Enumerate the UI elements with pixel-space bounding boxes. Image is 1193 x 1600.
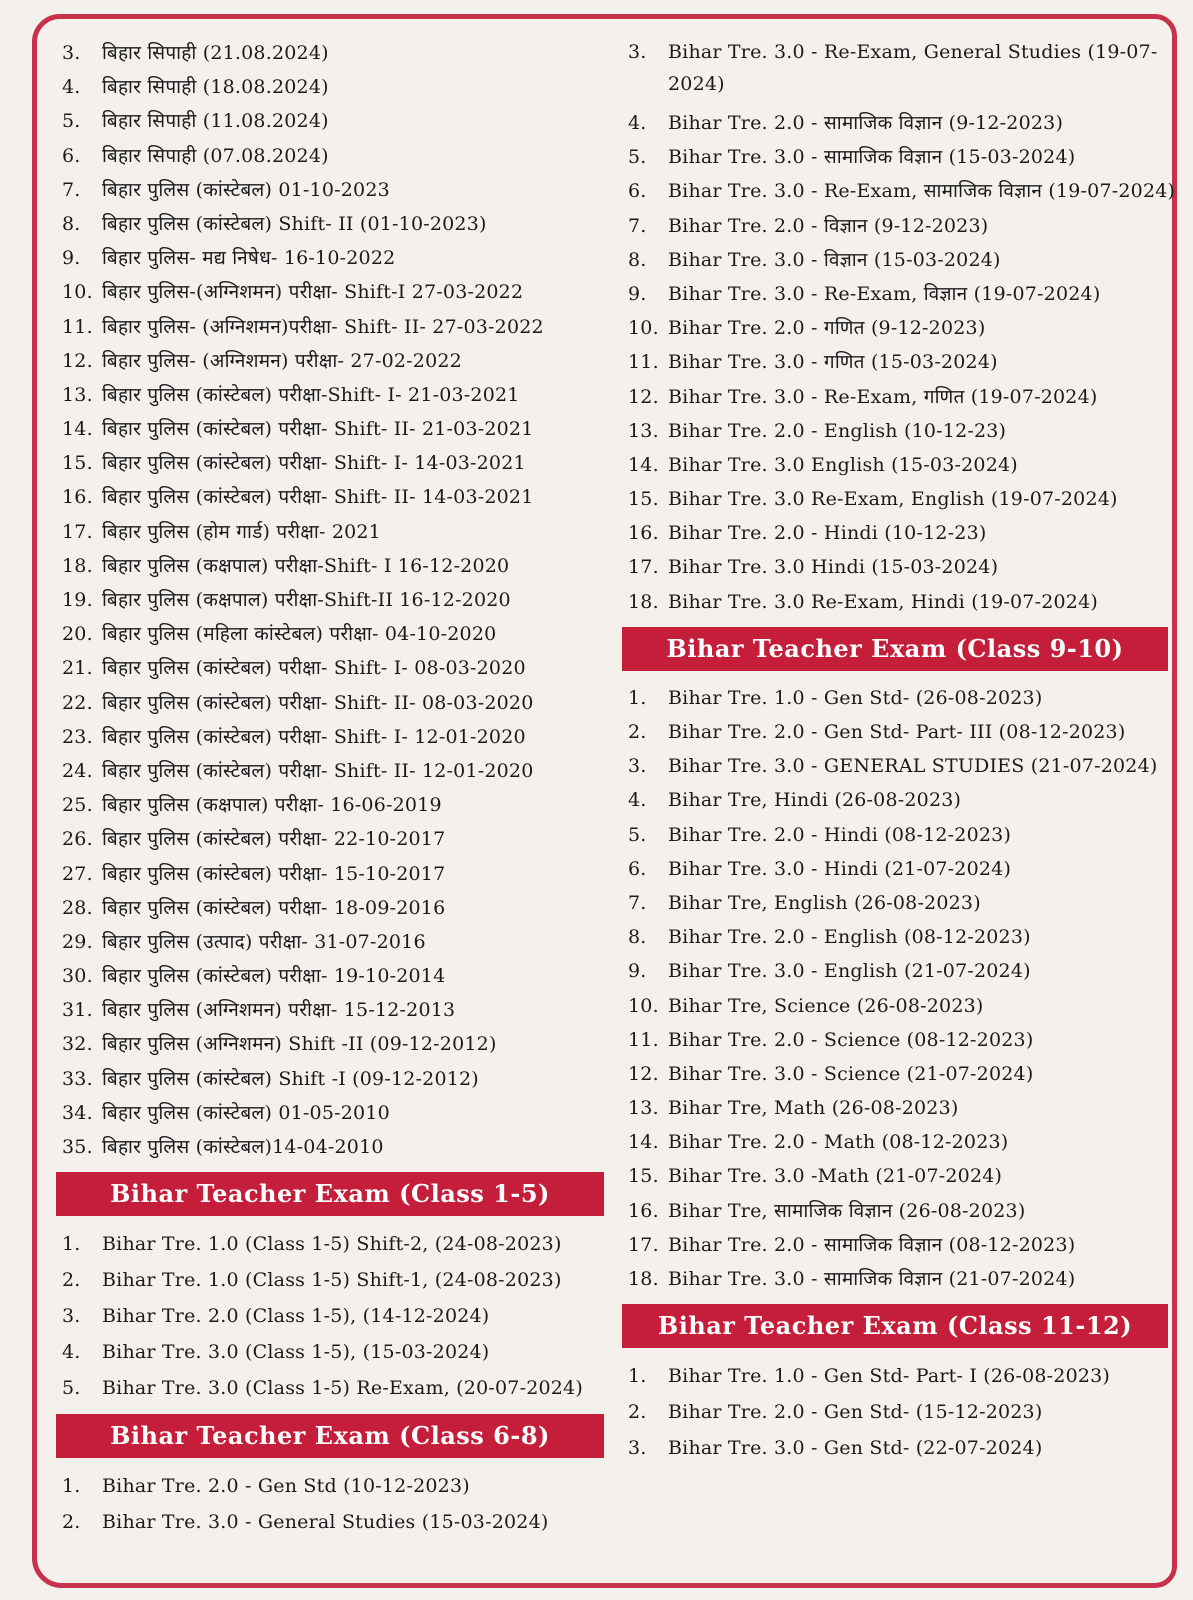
- item-number: 15.: [628, 1165, 659, 1188]
- left-column: [62, 36, 612, 1540]
- list-item: [62, 549, 612, 583]
- item-text: Bihar Tre. 3.0 - Hindi (21-07-2024): [668, 857, 1012, 880]
- item-number: 7.: [628, 891, 647, 914]
- item-text: Bihar Tre. 3.0 Re-Exam, Hindi (19-07-2024): [668, 590, 1098, 613]
- item-number: 11.: [62, 315, 93, 338]
- item-text: Bihar Tre. 3.0 - General Studies (15-03-2024): [102, 1511, 549, 1534]
- list-item: [62, 1027, 612, 1061]
- list-item: [628, 954, 1176, 988]
- item-text: बिहार पुलिस (कांस्टेबल) 01-10-2023: [102, 178, 390, 201]
- item-number: 3.: [628, 1437, 647, 1460]
- list-item: [628, 277, 1176, 311]
- item-text: Bihar Tre, Hindi (26-08-2023): [668, 789, 962, 812]
- item-text: Bihar Tre, English (26-08-2023): [668, 891, 981, 914]
- item-number: 16.: [628, 1199, 659, 1222]
- item-number: 6.: [628, 180, 647, 203]
- item-number: 21.: [62, 657, 93, 680]
- item-text: Bihar Tre. 2.0 - Gen Std (10-12-2023): [102, 1475, 470, 1498]
- list-item: [62, 70, 612, 104]
- item-number: 33.: [62, 1067, 93, 1090]
- item-number: 28.: [62, 896, 93, 919]
- list-item: [628, 243, 1176, 277]
- item-number: 17.: [628, 1233, 659, 1256]
- item-number: 30.: [62, 965, 93, 988]
- item-text: Bihar Tre. 2.0 - Gen Std- (15-12-2023): [668, 1401, 1043, 1424]
- item-text: बिहार पुलिस (कक्षपाल) परीक्षा- 16-06-2019: [102, 794, 442, 817]
- list-item: [628, 1125, 1176, 1159]
- item-number: 13.: [62, 383, 93, 406]
- item-text: Bihar Tre. 3.0 Re-Exam, English (19-07-2024): [668, 488, 1118, 511]
- item-text: बिहार पुलिस (कांस्टेबल) परीक्षा- Shift- II- 12-01-2020: [102, 759, 534, 782]
- item-text: बिहार पुलिस- (अग्निशमन)परीक्षा- Shift- II- 27-03-2022: [102, 315, 544, 338]
- list-item: [628, 585, 1176, 619]
- item-text: Bihar Tre. 2.0 - English (10-12-23): [668, 419, 1007, 442]
- item-number: 14.: [628, 1131, 659, 1154]
- list-item: [62, 754, 612, 788]
- list-item: [628, 482, 1176, 516]
- item-number: 3.: [628, 41, 647, 63]
- item-number: 14.: [628, 453, 659, 476]
- list-item: [628, 36, 1176, 106]
- list-item: [62, 1334, 612, 1370]
- item-text: Bihar Tre. 2.0 - Science (08-12-2023): [668, 1028, 1034, 1051]
- item-text: बिहार पुलिस (कांस्टेबल) परीक्षा-Shift- I- 21-03-2021: [102, 383, 520, 406]
- item-number: 9.: [62, 247, 81, 270]
- item-number: 5.: [628, 146, 647, 169]
- list-item: [628, 749, 1176, 783]
- item-text: बिहार पुलिस (महिला कांस्टेबल) परीक्षा- 04-10-2020: [102, 623, 497, 646]
- item-text: बिहार पुलिस (कांस्टेबल) परीक्षा- 18-09-2016: [102, 896, 446, 919]
- list-item: [628, 818, 1176, 852]
- list-item: [62, 344, 612, 378]
- item-number: 9.: [628, 960, 647, 983]
- item-text: बिहार सिपाही (21.08.2024): [102, 42, 329, 64]
- list-item: [62, 686, 612, 720]
- item-text: Bihar Tre. 3.0 English (15-03-2024): [668, 453, 1018, 476]
- item-text: बिहार पुलिस-(अग्निशमन) परीक्षा- Shift-I 27-03-2022: [102, 281, 524, 304]
- item-number: 5.: [62, 110, 81, 133]
- item-text: बिहार पुलिस- (अग्निशमन) परीक्षा- 27-02-2022: [102, 349, 462, 372]
- list-item: [628, 1228, 1176, 1262]
- list-item: [628, 681, 1176, 715]
- list-item: [62, 173, 612, 207]
- item-number: 10.: [628, 994, 659, 1017]
- section-heading-class-6-8: Bihar Teacher Exam (Class 6-8): [56, 1414, 604, 1458]
- item-text: Bihar Tre. 2.0 - गणित (9-12-2023): [668, 317, 986, 340]
- item-number: 4.: [628, 789, 647, 812]
- item-number: 10.: [628, 317, 659, 340]
- list-item: [62, 583, 612, 617]
- item-number: 10.: [62, 281, 93, 304]
- item-number: 8.: [628, 248, 647, 271]
- item-text: बिहार पुलिस (कांस्टेबल) परीक्षा- Shift- II- 08-03-2020: [102, 691, 534, 714]
- list-item: [62, 480, 612, 514]
- list-item: [628, 516, 1176, 550]
- list-item: [62, 1298, 612, 1334]
- list-item: [62, 1370, 612, 1406]
- item-number: 32.: [62, 1033, 93, 1056]
- item-text: Bihar Tre. 2.0 - Hindi (08-12-2023): [668, 823, 1012, 846]
- list-item: [628, 1057, 1176, 1091]
- item-text: बिहार पुलिस (कांस्टेबल) परीक्षा- Shift- I- 14-03-2021: [102, 452, 526, 475]
- list-item: [62, 139, 612, 173]
- item-text: Bihar Tre. 3.0 - English (21-07-2024): [668, 960, 1031, 983]
- list-item: [62, 104, 612, 138]
- item-text: बिहार पुलिस (कांस्टेबल) परीक्षा- Shift- II- 14-03-2021: [102, 486, 534, 509]
- item-text: Bihar Tre. 2.0 - विज्ञान (9-12-2023): [668, 214, 989, 237]
- section-heading-class-9-10: Bihar Teacher Exam (Class 9-10): [622, 627, 1168, 671]
- item-number: 4.: [62, 1341, 81, 1364]
- list-item: [628, 1358, 1176, 1394]
- item-number: 18.: [628, 590, 659, 613]
- list-item: [628, 106, 1176, 140]
- item-text: Bihar Tre. 3.0 - Re-Exam, General Studies (19-07-2024): [668, 41, 1158, 95]
- list-item: [62, 1226, 612, 1262]
- item-number: 3.: [62, 42, 81, 64]
- item-number: 9.: [628, 282, 647, 305]
- item-text: Bihar Tre. 3.0 Hindi (15-03-2024): [668, 556, 999, 579]
- item-text: बिहार पुलिस (कांस्टेबल) Shift- II (01-10-2023): [102, 212, 487, 235]
- item-number: 2.: [628, 721, 647, 743]
- item-text: Bihar Tre. 2.0 - Math (08-12-2023): [668, 1131, 1009, 1154]
- list-item: [62, 1062, 612, 1096]
- item-number: 31.: [62, 999, 93, 1022]
- list-item: [628, 1430, 1176, 1466]
- item-text: Bihar Tre, सामाजिक विज्ञान (26-08-2023): [668, 1199, 1026, 1222]
- item-number: 5.: [62, 1377, 81, 1400]
- item-number: 2.: [62, 1269, 81, 1292]
- item-text: बिहार पुलिस (उत्पाद) परीक्षा- 31-07-2016: [102, 930, 426, 953]
- class-6-8-continued-list: [628, 36, 1176, 619]
- item-number: 34.: [62, 1101, 93, 1124]
- list-item: [628, 715, 1176, 749]
- item-text: Bihar Tre. 3.0 - Re-Exam, गणित (19-07-2024): [668, 385, 1098, 408]
- item-number: 1.: [62, 1475, 81, 1498]
- list-item: [628, 380, 1176, 414]
- item-number: 13.: [628, 419, 659, 442]
- list-item: [62, 720, 612, 754]
- item-number: 15.: [628, 488, 659, 511]
- list-item: [62, 1468, 612, 1504]
- list-item: [62, 857, 612, 891]
- list-item: [62, 959, 612, 993]
- list-item: [62, 446, 612, 480]
- item-number: 16.: [62, 486, 93, 509]
- item-number: 24.: [62, 759, 93, 782]
- class-9-10-list: [628, 681, 1176, 1296]
- item-number: 26.: [62, 828, 93, 851]
- item-number: 23.: [62, 725, 93, 748]
- list-item: [62, 1262, 612, 1298]
- item-number: 25.: [62, 794, 93, 817]
- item-number: 12.: [628, 1062, 659, 1085]
- list-item: [62, 651, 612, 685]
- list-item: [628, 209, 1176, 243]
- item-number: 29.: [62, 930, 93, 953]
- list-item: [62, 925, 612, 959]
- item-text: बिहार पुलिस (कांस्टेबल) परीक्षा- 15-10-2017: [102, 862, 446, 885]
- list-item: [628, 1194, 1176, 1228]
- item-text: बिहार पुलिस (कांस्टेबल) परीक्षा- Shift- II- 21-03-2021: [102, 418, 534, 441]
- item-number: 16.: [628, 522, 659, 545]
- list-item: [62, 617, 612, 651]
- item-number: 12.: [628, 385, 659, 408]
- item-text: Bihar Tre. 3.0 - सामाजिक विज्ञान (15-03-2024): [668, 146, 1076, 169]
- item-text: बिहार पुलिस (अग्निशमन) Shift -II (09-12-2012): [102, 1033, 497, 1056]
- list-item: [628, 886, 1176, 920]
- item-number: 19.: [62, 589, 93, 611]
- item-text: बिहार पुलिस (अग्निशमन) परीक्षा- 15-12-2013: [102, 999, 456, 1022]
- item-number: 4.: [628, 112, 647, 134]
- list-item: [628, 989, 1176, 1023]
- list-item: [628, 311, 1176, 345]
- item-text: बिहार पुलिस (कांस्टेबल) Shift -I (09-12-2012): [102, 1067, 479, 1090]
- item-number: 17.: [62, 520, 93, 543]
- item-text: Bihar Tre, Math (26-08-2023): [668, 1097, 959, 1120]
- item-number: 1.: [628, 686, 647, 709]
- item-text: बिहार पुलिस (कांस्टेबल) 01-05-2010: [102, 1101, 390, 1124]
- item-number: 17.: [628, 556, 659, 579]
- list-item: [628, 783, 1176, 817]
- list-item: [62, 378, 612, 412]
- list-item: [62, 275, 612, 309]
- section-heading-class-11-12: Bihar Teacher Exam (Class 11-12): [622, 1304, 1168, 1348]
- list-item: [62, 310, 612, 344]
- list-item: [628, 852, 1176, 886]
- item-text: बिहार पुलिस (कक्षपाल) परीक्षा-Shift- I 16-12-2020: [102, 554, 510, 577]
- item-text: Bihar Tre. 1.0 - Gen Std- (26-08-2023): [668, 686, 1043, 709]
- item-text: Bihar Tre. 2.0 - English (08-12-2023): [668, 926, 1031, 949]
- list-item: [62, 788, 612, 822]
- item-text: Bihar Tre. 3.0 -Math (21-07-2024): [668, 1165, 1003, 1188]
- item-text: Bihar Tre. 3.0 - Science (21-07-2024): [668, 1062, 1034, 1085]
- item-text: बिहार सिपाही (11.08.2024): [102, 110, 329, 133]
- item-text: बिहार पुलिस (कांस्टेबल)14-04-2010: [102, 1136, 384, 1158]
- item-text: Bihar Tre. 3.0 - GENERAL STUDIES (21-07-2024): [668, 755, 1158, 778]
- item-number: 8.: [628, 926, 647, 949]
- item-text: Bihar Tre. 3.0 - गणित (15-03-2024): [668, 351, 998, 374]
- item-number: 7.: [62, 178, 81, 201]
- list-item: [62, 412, 612, 446]
- class-1-5-list: [62, 1226, 612, 1406]
- item-text: Bihar Tre. 3.0 (Class 1-5) Re-Exam, (20-07-2024): [102, 1377, 583, 1400]
- item-number: 6.: [628, 857, 647, 880]
- item-number: 6.: [62, 144, 81, 167]
- item-number: 4.: [62, 76, 81, 99]
- list-item: [62, 36, 612, 70]
- item-text: Bihar Tre. 3.0 - Re-Exam, विज्ञान (19-07-2024): [668, 282, 1101, 305]
- right-column: [628, 36, 1176, 1466]
- list-item: [628, 1159, 1176, 1193]
- item-text: Bihar Tre. 2.0 - सामाजिक विज्ञान (9-12-2023): [668, 112, 1064, 134]
- list-item: [62, 515, 612, 549]
- item-text: बिहार सिपाही (18.08.2024): [102, 76, 329, 99]
- police-exam-list: [62, 36, 612, 1164]
- item-number: 20.: [62, 623, 93, 646]
- item-text: Bihar Tre. 2.0 - Gen Std- Part- III (08-12-2023): [668, 721, 1126, 743]
- list-item: [628, 140, 1176, 174]
- item-number: 11.: [628, 1028, 659, 1051]
- class-6-8-list: [62, 1468, 612, 1540]
- item-text: Bihar Tre. 3.0 - सामाजिक विज्ञान (21-07-2024): [668, 1268, 1076, 1290]
- item-number: 2.: [628, 1401, 647, 1424]
- item-text: बिहार पुलिस- मद्य निषेध- 16-10-2022: [102, 247, 396, 270]
- list-item: [628, 920, 1176, 954]
- list-item: [628, 1394, 1176, 1430]
- list-item: [628, 174, 1176, 208]
- item-text: Bihar Tre. 1.0 (Class 1-5) Shift-1, (24-08-2023): [102, 1269, 562, 1292]
- list-item: [62, 993, 612, 1027]
- list-item: [62, 822, 612, 856]
- item-number: 3.: [628, 755, 647, 778]
- item-text: Bihar Tre. 2.0 - सामाजिक विज्ञान (08-12-2023): [668, 1233, 1076, 1256]
- section-heading-class-1-5: Bihar Teacher Exam (Class 1-5): [56, 1172, 604, 1216]
- list-item: [628, 550, 1176, 584]
- item-number: 18.: [62, 554, 93, 577]
- item-text: Bihar Tre. 2.0 (Class 1-5), (14-12-2024): [102, 1305, 490, 1328]
- list-item: [62, 241, 612, 275]
- list-item: [628, 414, 1176, 448]
- list-item: [628, 1091, 1176, 1125]
- list-item: [62, 207, 612, 241]
- list-item: [628, 1262, 1176, 1296]
- item-text: Bihar Tre. 3.0 (Class 1-5), (15-03-2024): [102, 1341, 490, 1364]
- item-number: 3.: [62, 1305, 81, 1328]
- list-item: [628, 1023, 1176, 1057]
- item-number: 1.: [628, 1365, 647, 1388]
- item-text: बिहार पुलिस (कांस्टेबल) परीक्षा- Shift- I- 12-01-2020: [102, 725, 526, 748]
- item-text: Bihar Tre. 1.0 - Gen Std- Part- I (26-08-2023): [668, 1365, 1111, 1388]
- item-text: Bihar Tre, Science (26-08-2023): [668, 994, 984, 1017]
- item-text: बिहार पुलिस (कांस्टेबल) परीक्षा- Shift- I- 08-03-2020: [102, 657, 526, 680]
- item-number: 12.: [62, 349, 93, 372]
- list-item: [628, 345, 1176, 379]
- item-number: 18.: [628, 1268, 659, 1290]
- item-number: 14.: [62, 418, 93, 441]
- item-number: 1.: [62, 1233, 81, 1256]
- item-number: 35.: [62, 1136, 93, 1158]
- item-text: Bihar Tre. 3.0 - विज्ञान (15-03-2024): [668, 248, 1001, 271]
- item-number: 15.: [62, 452, 93, 475]
- item-text: Bihar Tre. 1.0 (Class 1-5) Shift-2, (24-08-2023): [102, 1233, 562, 1256]
- list-item: [62, 891, 612, 925]
- item-number: 13.: [628, 1097, 659, 1120]
- item-text: बिहार पुलिस (कांस्टेबल) परीक्षा- 19-10-2014: [102, 965, 446, 988]
- item-text: बिहार सिपाही (07.08.2024): [102, 144, 329, 167]
- item-number: 5.: [628, 823, 647, 846]
- list-item: [62, 1130, 612, 1164]
- item-number: 11.: [628, 351, 659, 374]
- item-text: बिहार पुलिस (होम गार्ड) परीक्षा- 2021: [102, 520, 381, 543]
- class-11-12-list: [628, 1358, 1176, 1466]
- item-text: Bihar Tre. 2.0 - Hindi (10-12-23): [668, 522, 987, 545]
- list-item: [62, 1504, 612, 1540]
- item-number: 27.: [62, 862, 93, 885]
- list-item: [628, 448, 1176, 482]
- item-text: बिहार पुलिस (कक्षपाल) परीक्षा-Shift-II 16-12-2020: [102, 589, 511, 611]
- list-item: [62, 1096, 612, 1130]
- item-text: Bihar Tre. 3.0 - Gen Std- (22-07-2024): [668, 1437, 1043, 1460]
- item-text: बिहार पुलिस (कांस्टेबल) परीक्षा- 22-10-2017: [102, 828, 446, 851]
- item-text: Bihar Tre. 3.0 - Re-Exam, सामाजिक विज्ञान (19-07-2024): [668, 180, 1176, 203]
- item-number: 8.: [62, 212, 81, 235]
- item-number: 2.: [62, 1511, 81, 1534]
- item-number: 22.: [62, 691, 93, 714]
- item-number: 7.: [628, 214, 647, 237]
